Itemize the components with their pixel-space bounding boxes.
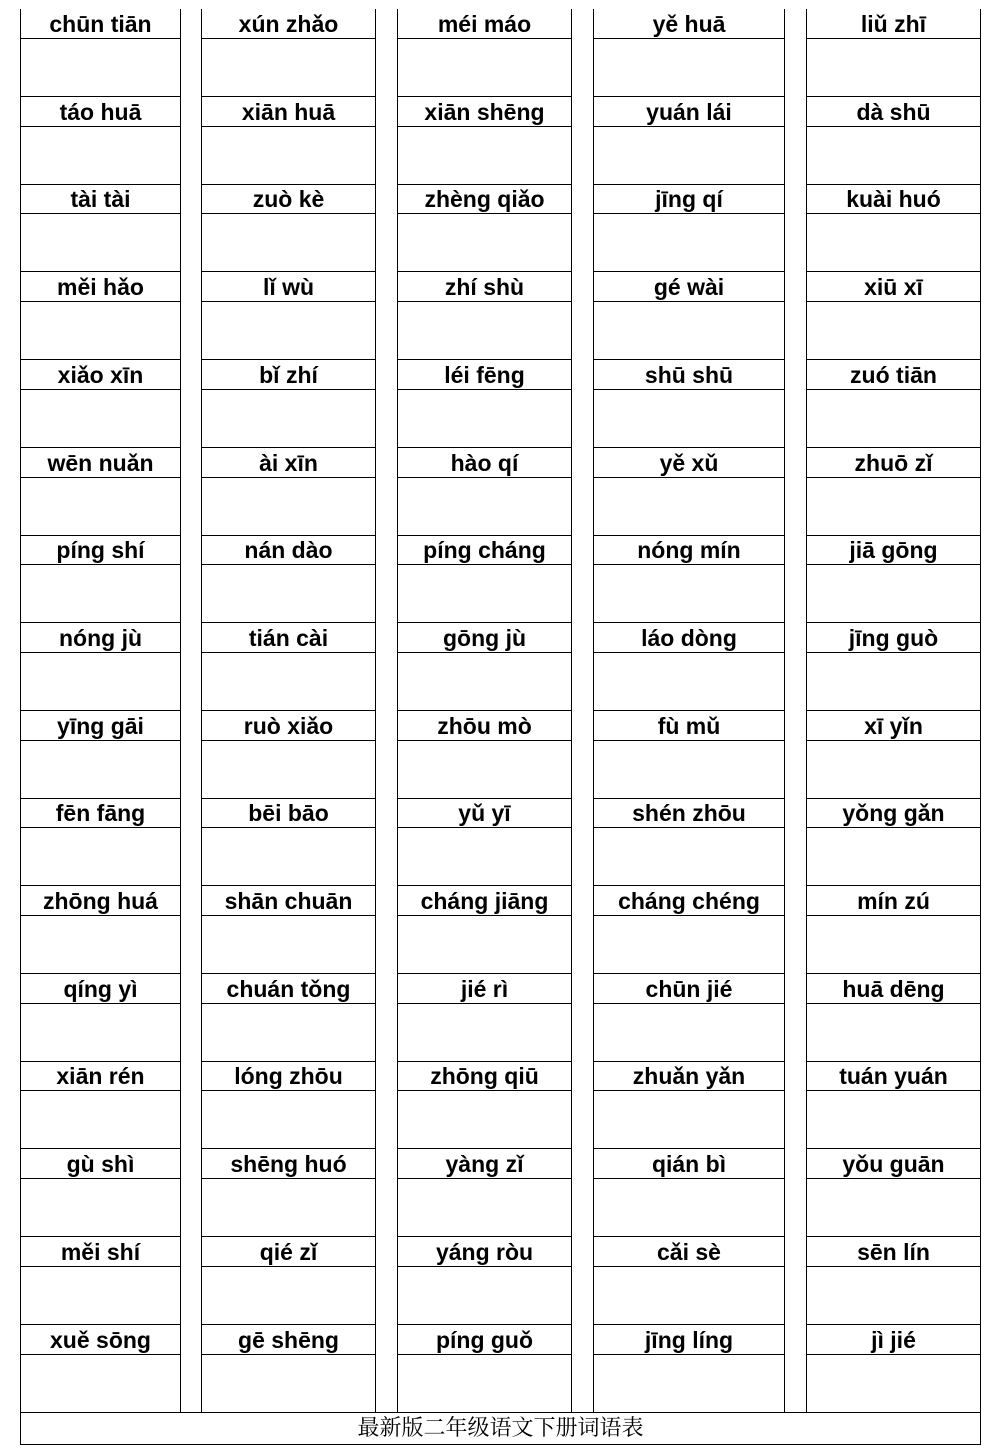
word-cell xyxy=(397,360,572,448)
word-cell xyxy=(806,272,981,360)
pinyin-label: zhōng qiū xyxy=(397,1061,572,1091)
word-cell xyxy=(20,798,181,886)
word-cell xyxy=(593,272,785,360)
pinyin-label: jié rì xyxy=(397,974,572,1004)
writing-box[interactable] xyxy=(397,1267,572,1325)
pinyin-label: xuě sōng xyxy=(20,1325,181,1355)
pinyin-label: gē shēng xyxy=(201,1325,376,1355)
word-cell xyxy=(397,623,572,711)
pinyin-label: mín zú xyxy=(806,886,981,916)
word-cell xyxy=(806,1061,981,1149)
word-cell xyxy=(20,1237,181,1325)
word-cell xyxy=(201,535,376,623)
word-cell xyxy=(397,272,572,360)
pinyin-label: shū shū xyxy=(593,360,785,390)
pinyin-label: zhèng qiǎo xyxy=(397,184,572,214)
word-cell xyxy=(201,1149,376,1237)
pinyin-label: láo dòng xyxy=(593,623,785,653)
writing-box[interactable] xyxy=(593,1091,785,1149)
writing-box[interactable] xyxy=(806,214,981,272)
word-cell xyxy=(201,974,376,1062)
writing-box[interactable] xyxy=(806,565,981,623)
pinyin-label: cháng jiāng xyxy=(397,886,572,916)
pinyin-label: yàng zǐ xyxy=(397,1149,572,1179)
word-cell xyxy=(806,184,981,272)
word-cell xyxy=(806,974,981,1062)
pinyin-label: jīng qí xyxy=(593,184,785,214)
pinyin-label: xiān shēng xyxy=(397,97,572,127)
writing-box[interactable] xyxy=(397,1091,572,1149)
word-cell xyxy=(806,1149,981,1237)
writing-box[interactable] xyxy=(806,1091,981,1149)
word-cell xyxy=(593,535,785,623)
word-cell xyxy=(397,974,572,1062)
word-cell xyxy=(20,623,181,711)
writing-box[interactable] xyxy=(20,127,181,185)
pinyin-label: bǐ zhí xyxy=(201,360,376,390)
word-cell xyxy=(397,184,572,272)
writing-box[interactable] xyxy=(20,916,181,974)
writing-box[interactable] xyxy=(806,478,981,536)
pinyin-label: chūn tiān xyxy=(20,9,181,39)
writing-box[interactable] xyxy=(806,828,981,886)
writing-box[interactable] xyxy=(593,390,785,448)
writing-box[interactable] xyxy=(806,127,981,185)
writing-box[interactable] xyxy=(20,741,181,799)
writing-box[interactable] xyxy=(397,828,572,886)
pinyin-label: qié zǐ xyxy=(201,1237,376,1267)
writing-box[interactable] xyxy=(397,214,572,272)
writing-box[interactable] xyxy=(397,653,572,711)
writing-box[interactable] xyxy=(397,565,572,623)
word-cell xyxy=(397,448,572,536)
word-cell xyxy=(593,1061,785,1149)
word-cell xyxy=(201,886,376,974)
pinyin-label: píng shí xyxy=(20,535,181,565)
pinyin-label: hào qí xyxy=(397,448,572,478)
writing-box[interactable] xyxy=(806,653,981,711)
writing-box[interactable] xyxy=(201,565,376,623)
word-cell xyxy=(201,1061,376,1149)
pinyin-label: chūn jié xyxy=(593,974,785,1004)
pinyin-label: píng guǒ xyxy=(397,1325,572,1355)
word-cell xyxy=(806,886,981,974)
writing-box[interactable] xyxy=(806,1004,981,1062)
pinyin-label: dà shū xyxy=(806,97,981,127)
pinyin-label: lóng zhōu xyxy=(201,1061,376,1091)
writing-box[interactable] xyxy=(806,1179,981,1237)
writing-box[interactable] xyxy=(20,1179,181,1237)
pinyin-label: zhōng huá xyxy=(20,886,181,916)
word-cell xyxy=(20,97,181,185)
writing-box[interactable] xyxy=(397,1004,572,1062)
writing-box[interactable] xyxy=(201,1267,376,1325)
pinyin-label: yě huā xyxy=(593,9,785,39)
word-cell xyxy=(397,9,572,97)
writing-box[interactable] xyxy=(593,653,785,711)
word-cell xyxy=(397,886,572,974)
word-cell xyxy=(201,184,376,272)
word-cell xyxy=(397,97,572,185)
worksheet-footer-title: 最新版二年级语文下册词语表 xyxy=(20,1412,981,1445)
writing-box[interactable] xyxy=(201,214,376,272)
writing-box[interactable] xyxy=(201,1091,376,1149)
word-cell xyxy=(806,711,981,799)
pinyin-label: shén zhōu xyxy=(593,798,785,828)
pinyin-label: chuán tǒng xyxy=(201,974,376,1004)
word-cell xyxy=(201,97,376,185)
writing-box[interactable] xyxy=(201,478,376,536)
word-cell xyxy=(20,448,181,536)
writing-box[interactable] xyxy=(593,1179,785,1237)
word-cell xyxy=(593,798,785,886)
writing-box[interactable] xyxy=(397,390,572,448)
pinyin-label: méi máo xyxy=(397,9,572,39)
writing-box[interactable] xyxy=(397,39,572,97)
writing-box[interactable] xyxy=(201,1355,376,1413)
writing-box[interactable] xyxy=(593,741,785,799)
word-cell xyxy=(20,1325,181,1413)
writing-box[interactable] xyxy=(20,1004,181,1062)
pinyin-label: zhí shù xyxy=(397,272,572,302)
word-cell xyxy=(20,272,181,360)
pinyin-label: lǐ wù xyxy=(201,272,376,302)
writing-box[interactable] xyxy=(201,916,376,974)
pinyin-label: jīng líng xyxy=(593,1325,785,1355)
writing-box[interactable] xyxy=(20,653,181,711)
word-cell xyxy=(593,886,785,974)
writing-box[interactable] xyxy=(201,390,376,448)
pinyin-label: yǒu guān xyxy=(806,1149,981,1179)
writing-box[interactable] xyxy=(593,214,785,272)
word-cell xyxy=(201,448,376,536)
pinyin-label: ài xīn xyxy=(201,448,376,478)
word-cell xyxy=(397,1149,572,1237)
pinyin-label: zhōu mò xyxy=(397,711,572,741)
pinyin-label: kuài huó xyxy=(806,184,981,214)
pinyin-label: jīng guò xyxy=(806,623,981,653)
pinyin-label: xiū xī xyxy=(806,272,981,302)
writing-box[interactable] xyxy=(20,302,181,360)
writing-box[interactable] xyxy=(593,127,785,185)
pinyin-label: yīng gāi xyxy=(20,711,181,741)
writing-box[interactable] xyxy=(397,1355,572,1413)
word-cell xyxy=(593,1325,785,1413)
writing-box[interactable] xyxy=(397,741,572,799)
word-cell xyxy=(806,623,981,711)
writing-box[interactable] xyxy=(593,1355,785,1413)
writing-box[interactable] xyxy=(806,390,981,448)
writing-box[interactable] xyxy=(593,302,785,360)
writing-box[interactable] xyxy=(201,1004,376,1062)
writing-box[interactable] xyxy=(201,302,376,360)
word-cell xyxy=(201,360,376,448)
pinyin-label: nán dào xyxy=(201,535,376,565)
word-cell xyxy=(593,184,785,272)
pinyin-label: měi shí xyxy=(20,1237,181,1267)
writing-box[interactable] xyxy=(20,1091,181,1149)
pinyin-label: gōng jù xyxy=(397,623,572,653)
word-cell xyxy=(806,360,981,448)
writing-box[interactable] xyxy=(397,127,572,185)
pinyin-label: fēn fāng xyxy=(20,798,181,828)
pinyin-label: jiā gōng xyxy=(806,535,981,565)
word-cell xyxy=(20,886,181,974)
word-cell xyxy=(201,623,376,711)
word-cell xyxy=(20,974,181,1062)
writing-box[interactable] xyxy=(397,302,572,360)
word-cell xyxy=(20,535,181,623)
writing-box[interactable] xyxy=(20,478,181,536)
pinyin-label: xiǎo xīn xyxy=(20,360,181,390)
word-cell xyxy=(201,711,376,799)
pinyin-label: qián bì xyxy=(593,1149,785,1179)
writing-box[interactable] xyxy=(593,1004,785,1062)
writing-box[interactable] xyxy=(20,39,181,97)
word-cell xyxy=(397,1325,572,1413)
word-cell xyxy=(397,1237,572,1325)
word-cell xyxy=(20,1061,181,1149)
pinyin-label: ruò xiǎo xyxy=(201,711,376,741)
word-cell xyxy=(593,974,785,1062)
word-cell xyxy=(397,711,572,799)
writing-box[interactable] xyxy=(593,916,785,974)
writing-box[interactable] xyxy=(593,39,785,97)
word-cell xyxy=(397,1061,572,1149)
word-cell xyxy=(593,1149,785,1237)
word-cell xyxy=(593,711,785,799)
word-cell xyxy=(20,711,181,799)
pinyin-label: píng cháng xyxy=(397,535,572,565)
writing-box[interactable] xyxy=(806,1267,981,1325)
pinyin-label: shān chuān xyxy=(201,886,376,916)
writing-box[interactable] xyxy=(201,127,376,185)
pinyin-label: jì jié xyxy=(806,1325,981,1355)
pinyin-label: yǒng gǎn xyxy=(806,798,981,828)
writing-box[interactable] xyxy=(806,741,981,799)
word-cell xyxy=(806,535,981,623)
writing-box[interactable] xyxy=(806,1355,981,1413)
writing-box[interactable] xyxy=(397,1179,572,1237)
pinyin-label: yuán lái xyxy=(593,97,785,127)
writing-box[interactable] xyxy=(397,478,572,536)
writing-box[interactable] xyxy=(20,1355,181,1413)
writing-box[interactable] xyxy=(806,916,981,974)
pinyin-label: fù mǔ xyxy=(593,711,785,741)
pinyin-label: yǔ yī xyxy=(397,798,572,828)
pinyin-label: xiān huā xyxy=(201,97,376,127)
writing-box[interactable] xyxy=(20,390,181,448)
writing-box[interactable] xyxy=(20,214,181,272)
word-cell xyxy=(201,1325,376,1413)
writing-box[interactable] xyxy=(397,916,572,974)
writing-box[interactable] xyxy=(593,828,785,886)
pinyin-label: tián cài xyxy=(201,623,376,653)
word-cell xyxy=(593,623,785,711)
pinyin-label: liǔ zhī xyxy=(806,9,981,39)
pinyin-label: tuán yuán xyxy=(806,1061,981,1091)
pinyin-label: wēn nuǎn xyxy=(20,448,181,478)
pinyin-label: zuò kè xyxy=(201,184,376,214)
pinyin-label: xī yǐn xyxy=(806,711,981,741)
word-cell xyxy=(806,1325,981,1413)
word-cell xyxy=(397,535,572,623)
writing-box[interactable] xyxy=(201,741,376,799)
word-cell xyxy=(806,1237,981,1325)
writing-box[interactable] xyxy=(201,39,376,97)
pinyin-label: zuó tiān xyxy=(806,360,981,390)
writing-box[interactable] xyxy=(806,39,981,97)
writing-box[interactable] xyxy=(593,1267,785,1325)
word-cell xyxy=(201,9,376,97)
pinyin-label: tài tài xyxy=(20,184,181,214)
pinyin-label: táo huā xyxy=(20,97,181,127)
pinyin-label: yě xǔ xyxy=(593,448,785,478)
pinyin-label: yáng ròu xyxy=(397,1237,572,1267)
pinyin-label: huā dēng xyxy=(806,974,981,1004)
word-cell xyxy=(20,184,181,272)
word-cell xyxy=(593,9,785,97)
pinyin-label: nóng mín xyxy=(593,535,785,565)
pinyin-label: zhuǎn yǎn xyxy=(593,1061,785,1091)
pinyin-label: qíng yì xyxy=(20,974,181,1004)
pinyin-label: shēng huó xyxy=(201,1149,376,1179)
pinyin-label: xún zhǎo xyxy=(201,9,376,39)
writing-box[interactable] xyxy=(201,1179,376,1237)
pinyin-label: cǎi sè xyxy=(593,1237,785,1267)
word-cell xyxy=(20,1149,181,1237)
pinyin-label: měi hǎo xyxy=(20,272,181,302)
word-cell xyxy=(806,97,981,185)
pinyin-label: nóng jù xyxy=(20,623,181,653)
word-cell xyxy=(201,1237,376,1325)
word-cell xyxy=(593,97,785,185)
pinyin-label: bēi bāo xyxy=(201,798,376,828)
writing-box[interactable] xyxy=(593,565,785,623)
word-cell xyxy=(20,9,181,97)
pinyin-label: gù shì xyxy=(20,1149,181,1179)
word-cell xyxy=(806,798,981,886)
pinyin-label: xiān rén xyxy=(20,1061,181,1091)
writing-box[interactable] xyxy=(201,828,376,886)
pinyin-label: sēn lín xyxy=(806,1237,981,1267)
writing-box[interactable] xyxy=(593,478,785,536)
pinyin-label: zhuō zǐ xyxy=(806,448,981,478)
word-cell xyxy=(593,1237,785,1325)
writing-box[interactable] xyxy=(20,565,181,623)
word-cell xyxy=(806,448,981,536)
pinyin-label: cháng chéng xyxy=(593,886,785,916)
writing-box[interactable] xyxy=(201,653,376,711)
word-cell xyxy=(20,360,181,448)
word-cell xyxy=(201,272,376,360)
writing-box[interactable] xyxy=(806,302,981,360)
word-cell xyxy=(201,798,376,886)
word-cell xyxy=(806,9,981,97)
word-cell xyxy=(593,360,785,448)
word-cell xyxy=(397,798,572,886)
writing-box[interactable] xyxy=(20,1267,181,1325)
pinyin-label: léi fēng xyxy=(397,360,572,390)
word-cell xyxy=(593,448,785,536)
writing-box[interactable] xyxy=(20,828,181,886)
pinyin-label: gé wài xyxy=(593,272,785,302)
